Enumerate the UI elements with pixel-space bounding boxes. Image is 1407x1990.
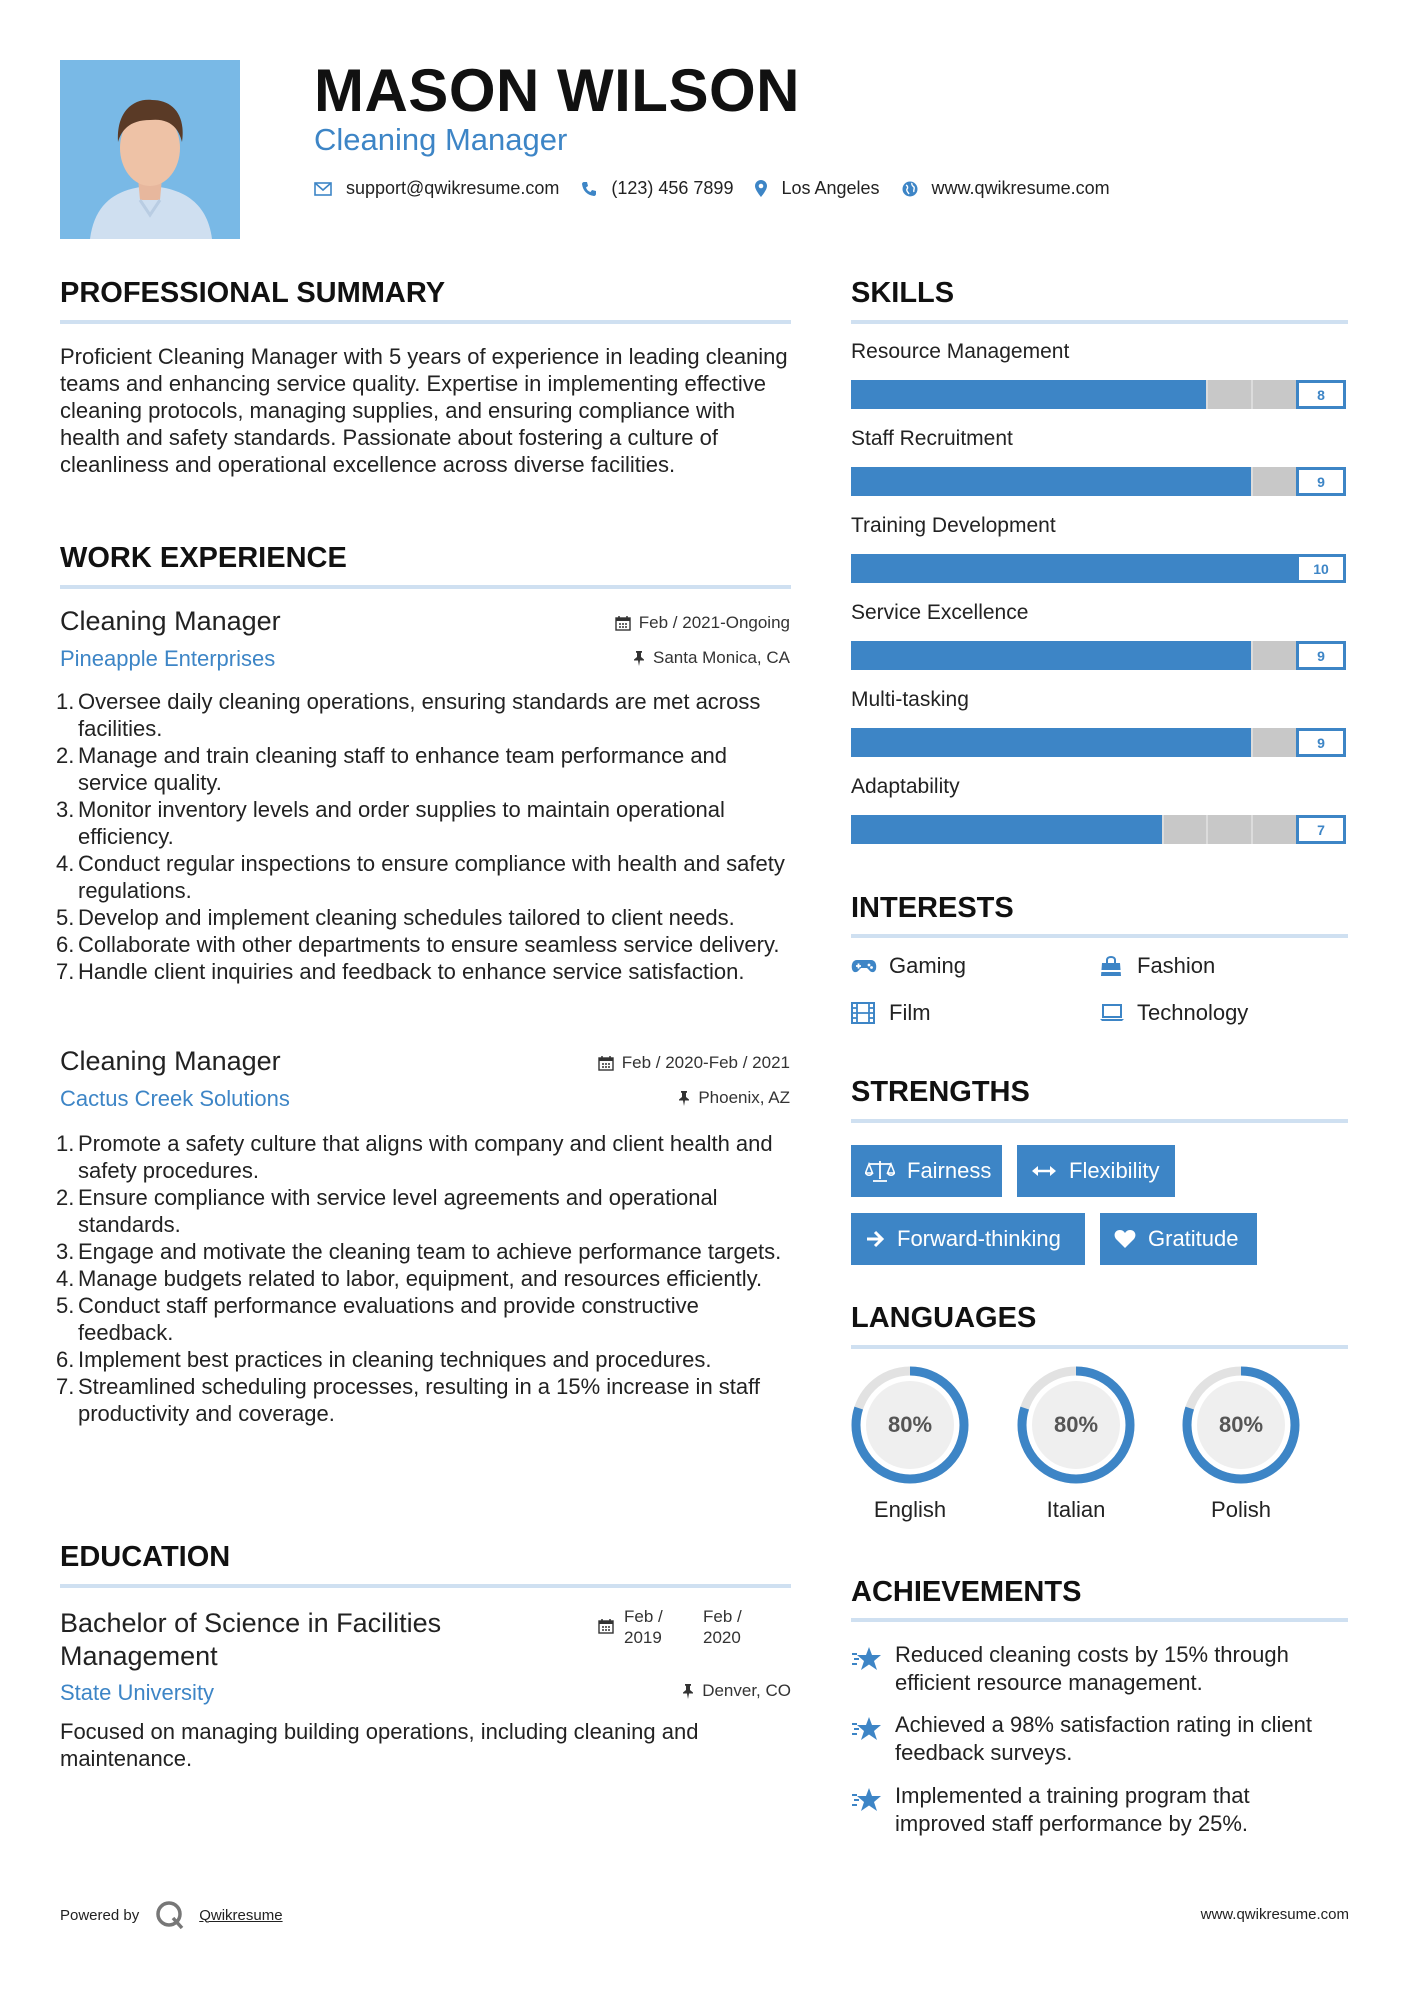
- heart-icon: [1114, 1229, 1136, 1249]
- language-item: [1014, 1363, 1138, 1533]
- language-progress-ring: [1014, 1363, 1138, 1487]
- balance-scale-icon: [865, 1160, 895, 1182]
- star-badge-icon: [851, 1715, 883, 1750]
- skill-label: Staff Recruitment: [851, 427, 1013, 450]
- languages-divider: [851, 1345, 1348, 1349]
- skills-heading: SKILLS: [851, 277, 955, 309]
- list-item: 7. Handle client inquiries and feedback to enhance service satisfaction.: [56, 959, 745, 984]
- education-divider: [60, 1584, 791, 1588]
- job-location-text: Santa Monica, CA: [652, 648, 790, 667]
- job-date-text: Feb / 2020-Feb / 2021: [621, 1053, 790, 1072]
- skill-label: Adaptability: [851, 775, 960, 798]
- list-item: 1. Promote a safety culture that aligns with company and client health and safety procedures.: [56, 1131, 773, 1183]
- map-marker-icon: [755, 180, 767, 197]
- arrow-right-icon: [865, 1230, 885, 1248]
- calendar-icon: [598, 1055, 614, 1071]
- skill-score: 10: [1296, 554, 1346, 583]
- education-start-date: Feb / 2019: [624, 1607, 663, 1647]
- contact-email[interactable]: support@qwikresume.com: [346, 178, 560, 198]
- job-entry: [56, 606, 790, 1026]
- calendar-icon: [598, 1618, 614, 1634]
- strength-tag-flexibility: Flexibility: [1017, 1145, 1175, 1197]
- achievement-item: Implemented a training program that improved staff performance by 25%.: [851, 1782, 1351, 1842]
- job-entry: [56, 1046, 790, 1486]
- skill-bar-segment: [1206, 380, 1208, 409]
- skill-label: Multi-tasking: [851, 688, 969, 711]
- list-item: 5. Develop and implement cleaning schedules tailored to client needs.: [56, 905, 735, 930]
- skill-bar-segment: [1251, 641, 1253, 670]
- achievement-item: Achieved a 98% satisfaction rating in client feedback surveys.: [851, 1711, 1351, 1771]
- skill-bar-fill: [851, 554, 1296, 583]
- skill-bar-fill: [851, 641, 1252, 670]
- interest-item-film: Film: [851, 1000, 931, 1026]
- list-item: 6. Implement best practices in cleaning techniques and procedures.: [56, 1347, 712, 1372]
- education-location: Denver, CO: [682, 1681, 791, 1701]
- contact-location: Los Angeles: [781, 178, 880, 198]
- skill-item: [851, 427, 1347, 499]
- skill-item: [851, 514, 1347, 586]
- summary-heading: PROFESSIONAL SUMMARY: [60, 277, 446, 309]
- list-item: 3. Monitor inventory levels and order supplies to maintain operational efficiency.: [56, 797, 725, 849]
- skill-bar-track: [851, 554, 1296, 583]
- skill-bar-segment: [1206, 815, 1208, 844]
- language-progress-ring: [1179, 1363, 1303, 1487]
- list-item: 4. Manage budgets related to labor, equipment, and resources efficiently.: [56, 1266, 763, 1291]
- arrows-horizontal-icon: [1031, 1164, 1057, 1178]
- list-item: 5. Conduct staff performance evaluations and provide constructive feedback.: [56, 1293, 699, 1345]
- skill-label: Resource Management: [851, 340, 1070, 363]
- achievement-item: Reduced cleaning costs by 15% through efficient resource management.: [851, 1641, 1351, 1701]
- laptop-icon: [1099, 1004, 1125, 1022]
- skills-divider: [851, 320, 1348, 324]
- person-portrait-icon: [60, 60, 240, 239]
- strengths-divider: [851, 1119, 1348, 1123]
- experience-divider: [60, 585, 791, 589]
- job-duties-list: [56, 688, 790, 985]
- job-date: [598, 1053, 790, 1073]
- profile-photo: [60, 60, 240, 239]
- achievements-heading: ACHIEVEMENTS: [851, 1576, 1082, 1608]
- skill-bar-fill: [851, 728, 1252, 757]
- globe-icon: [902, 181, 918, 197]
- education-description: Focused on managing building operations, including cleaning and maintenance.: [60, 1719, 699, 1771]
- language-percent: 80%: [887, 1412, 933, 1437]
- candidate-title: Cleaning Manager: [314, 122, 568, 157]
- contact-bar: [314, 178, 1132, 199]
- language-item: [1179, 1363, 1303, 1533]
- candidate-name: MASON WILSON: [314, 57, 800, 124]
- job-location-text: Phoenix, AZ: [698, 1088, 790, 1107]
- language-percent: 80%: [1218, 1412, 1264, 1437]
- strength-tag-fairness: Fairness: [851, 1145, 1002, 1197]
- list-item: 4. Conduct regular inspections to ensure compliance with health and safety regulations.: [56, 851, 785, 903]
- language-item: [848, 1363, 972, 1533]
- film-icon: [851, 1002, 877, 1024]
- skill-bar-fill: [851, 380, 1207, 409]
- school-name: State University: [60, 1680, 215, 1705]
- skill-bar-track: [851, 380, 1296, 409]
- qwikresume-logo-icon: [155, 1900, 185, 1930]
- skill-score: 9: [1296, 467, 1346, 496]
- envelope-icon: [314, 182, 332, 196]
- pushpin-icon: [678, 1090, 690, 1106]
- skill-item: [851, 688, 1347, 760]
- list-item: 6. Collaborate with other departments to ensure seamless service delivery.: [56, 932, 780, 957]
- skill-bar-fill: [851, 467, 1252, 496]
- languages-heading: LANGUAGES: [851, 1302, 1037, 1334]
- skill-item: [851, 775, 1347, 847]
- skill-label: Training Development: [851, 514, 1056, 537]
- language-label: Polish: [1211, 1497, 1271, 1522]
- language-label: Italian: [1046, 1497, 1106, 1522]
- strengths-heading: STRENGTHS: [851, 1076, 1030, 1108]
- list-item: 7. Streamlined scheduling processes, resulting in a 15% increase in staff productivity and coverage.: [56, 1374, 760, 1426]
- job-title: Cleaning Manager: [60, 1046, 281, 1076]
- summary-divider: [60, 320, 791, 324]
- job-company: Cactus Creek Solutions: [60, 1086, 290, 1111]
- skill-bar-segment: [1251, 467, 1253, 496]
- footer-url[interactable]: www.qwikresume.com: [1200, 1906, 1349, 1923]
- strength-tag-forward-thinking: Forward-thinking: [851, 1213, 1085, 1265]
- contact-website[interactable]: www.qwikresume.com: [931, 178, 1110, 198]
- job-duties-list: [56, 1130, 795, 1427]
- skill-bar-segment: [1162, 815, 1164, 844]
- job-location: [678, 1088, 790, 1108]
- interest-item-gaming: Gaming: [851, 953, 966, 979]
- pushpin-icon: [682, 1683, 694, 1699]
- skill-score: 9: [1296, 641, 1346, 670]
- skill-score: 9: [1296, 728, 1346, 757]
- shopping-bag-icon: [1099, 955, 1125, 977]
- skill-bar-track: [851, 467, 1296, 496]
- skill-bar-track: [851, 728, 1296, 757]
- contact-phone[interactable]: (123) 456 7899: [611, 178, 734, 198]
- skill-bar-segment: [1251, 380, 1253, 409]
- list-item: 1. Oversee daily cleaning operations, ensuring standards are met across facilities.: [56, 689, 761, 741]
- skill-bar-segment: [1251, 815, 1253, 844]
- job-company: Pineapple Enterprises: [60, 646, 276, 671]
- language-progress-ring: [848, 1363, 972, 1487]
- job-date: [615, 613, 790, 633]
- skill-item: [851, 340, 1347, 412]
- list-item: 2. Ensure compliance with service level agreements and operational standards.: [56, 1185, 718, 1237]
- star-badge-icon: [851, 1786, 883, 1821]
- pushpin-icon: [633, 650, 645, 666]
- interest-item-technology: Technology: [1099, 1000, 1248, 1026]
- skill-score: 8: [1296, 380, 1346, 409]
- experience-heading: WORK EXPERIENCE: [60, 542, 347, 574]
- skill-score: 7: [1296, 815, 1346, 844]
- job-title: Cleaning Manager: [60, 606, 281, 636]
- job-location: [633, 648, 790, 668]
- gamepad-icon: [851, 958, 877, 974]
- skill-label: Service Excellence: [851, 601, 1029, 624]
- language-label: English: [873, 1497, 947, 1522]
- star-badge-icon: [851, 1645, 883, 1680]
- footer-powered-by: Powered by Qwikresume: [60, 1900, 283, 1930]
- skill-bar-track: [851, 815, 1296, 844]
- education-end-date: Feb / 2020: [703, 1607, 742, 1647]
- phone-icon: [581, 181, 597, 197]
- list-item: 2. Manage and train cleaning staff to enhance team performance and service quality.: [56, 743, 728, 795]
- job-date-text: Feb / 2021-Ongoing: [638, 613, 790, 632]
- skill-bar-segment: [1251, 728, 1253, 757]
- degree-title: Bachelor of Science in Facilities Management: [60, 1608, 442, 1671]
- qwikresume-link[interactable]: Qwikresume: [199, 1906, 283, 1924]
- achievements-divider: [851, 1618, 1348, 1622]
- skill-bar-track: [851, 641, 1296, 670]
- strength-tag-gratitude: Gratitude: [1100, 1213, 1257, 1265]
- calendar-icon: [615, 615, 631, 631]
- skill-item: [851, 601, 1347, 673]
- interests-divider: [851, 934, 1348, 938]
- interests-heading: INTERESTS: [851, 892, 1014, 924]
- education-heading: EDUCATION: [60, 1541, 231, 1573]
- language-percent: 80%: [1053, 1412, 1099, 1437]
- list-item: 3. Engage and motivate the cleaning team to achieve performance targets.: [56, 1239, 782, 1264]
- interest-item-fashion: Fashion: [1099, 953, 1215, 979]
- summary-text: Proficient Cleaning Manager with 5 years of experience in leading cleaning teams and enhancing service quality. Expertise in implementing effective cleaning protocols, managing supplies, and ensuring compliance with health and safety standards. Passionate about fostering a culture of cleanliness and operational excellence across diverse facilities.: [60, 344, 788, 477]
- skill-bar-fill: [851, 815, 1163, 844]
